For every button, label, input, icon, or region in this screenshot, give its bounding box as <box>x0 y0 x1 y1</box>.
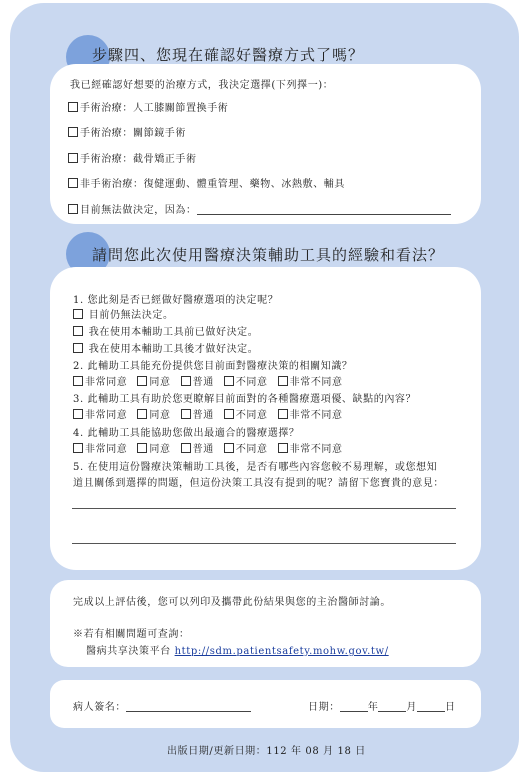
survey-q1: 1. 您此刻是否已經做好醫療選項的決定呢？ <box>73 295 279 306</box>
checkbox[interactable] <box>181 376 191 386</box>
option-label: 手術治療：截骨矯正手術 <box>80 154 197 165</box>
scale-label: 不同意 <box>235 377 268 388</box>
option-label: 非手術治療：復健運動、體重管理、藥物、冰熱敷、輔具 <box>80 179 345 190</box>
scale-option[interactable] <box>137 410 170 421</box>
date-row <box>308 698 456 713</box>
scale-option[interactable] <box>137 444 170 455</box>
step4-option-1[interactable] <box>68 99 228 114</box>
scale-option[interactable] <box>137 377 170 388</box>
checkbox[interactable] <box>137 409 147 419</box>
checkbox[interactable] <box>224 409 234 419</box>
step4-option-5[interactable] <box>68 201 451 216</box>
survey-q4: 4. 此輔助工具能協助您做出最適合的醫療選擇？ <box>73 428 300 439</box>
scale-option[interactable] <box>181 444 214 455</box>
scale-option[interactable] <box>73 444 127 455</box>
option-label: 我在使用本輔助工具前已做好決定。 <box>88 327 259 338</box>
scale-option[interactable] <box>278 444 343 455</box>
scale-label: 非常不同意 <box>289 377 343 388</box>
date-label: 日期： <box>308 702 340 713</box>
q1-option-3[interactable] <box>73 340 258 355</box>
scale-option[interactable] <box>181 377 214 388</box>
month-label: 月 <box>406 702 418 713</box>
q1-option-1[interactable] <box>73 306 174 321</box>
survey-q2: 2. 此輔助工具能充份提供您目前面對醫療決策的相關知識？ <box>73 361 353 372</box>
scale-option[interactable] <box>73 377 127 388</box>
q1-option-2[interactable] <box>73 323 258 338</box>
q3-scale <box>73 406 353 421</box>
checkbox[interactable] <box>68 153 78 163</box>
survey-q5-line2: 道且關係到選擇的問題，但這份決策工具沒有提到的呢？請留下您寶貴的意見： <box>73 478 444 489</box>
scale-label: 同意 <box>149 410 171 421</box>
scale-label: 非常同意 <box>85 377 128 388</box>
scale-label: 同意 <box>149 377 171 388</box>
scale-label: 普通 <box>192 444 214 455</box>
checkbox[interactable] <box>224 376 234 386</box>
notice-line3 <box>86 642 389 657</box>
checkbox[interactable] <box>68 127 78 137</box>
scale-option[interactable] <box>278 377 343 388</box>
patient-signature-blank[interactable] <box>126 702 251 712</box>
survey-q3: 3. 此輔助工具有助於您更瞭解目前面對的各種醫療選項優、缺點的內容？ <box>73 394 417 405</box>
notice-line2: ※若有相關問題可查詢： <box>73 629 190 640</box>
scale-label: 普通 <box>192 410 214 421</box>
scale-label: 非常同意 <box>85 410 128 421</box>
scale-label: 非常同意 <box>85 444 128 455</box>
scale-label: 普通 <box>192 377 214 388</box>
day-label: 日 <box>445 702 456 713</box>
checkbox[interactable] <box>73 376 83 386</box>
step4-option-3[interactable] <box>68 150 197 165</box>
checkbox[interactable] <box>278 376 288 386</box>
option-label: 目前無法做決定，因為： <box>80 205 197 216</box>
year-label: 年 <box>367 702 379 713</box>
checkbox[interactable] <box>73 409 83 419</box>
step4-title: 步驟四、您現在確認好醫療方式了嗎？ <box>92 46 365 64</box>
q4-scale <box>73 440 353 455</box>
checkbox[interactable] <box>137 443 147 453</box>
scale-label: 同意 <box>149 444 171 455</box>
scale-label: 非常不同意 <box>289 410 343 421</box>
checkbox[interactable] <box>224 443 234 453</box>
scale-option[interactable] <box>224 444 268 455</box>
checkbox[interactable] <box>137 376 147 386</box>
comment-line-2[interactable] <box>72 543 456 544</box>
signature-row <box>73 698 251 713</box>
publish-date: 出版日期/更新日期：112 年 08 月 18 日 <box>167 746 366 757</box>
option-label: 手術治療：人工膝關節置換手術 <box>80 103 229 114</box>
day-blank[interactable] <box>417 702 445 712</box>
patient-signature-label: 病人簽名： <box>73 702 126 713</box>
checkbox[interactable] <box>278 409 288 419</box>
survey-title: 請問您此次使用醫療決策輔助工具的經驗和看法？ <box>92 246 445 264</box>
checkbox[interactable] <box>68 178 78 188</box>
checkbox[interactable] <box>181 443 191 453</box>
checkbox[interactable] <box>73 443 83 453</box>
scale-option[interactable] <box>278 410 343 421</box>
platform-label: 醫病共享決策平台 <box>86 646 171 657</box>
option-label: 我在使用本輔助工具後才做好決定。 <box>88 344 259 355</box>
q2-scale <box>73 373 353 388</box>
reason-blank[interactable] <box>197 205 451 215</box>
checkbox[interactable] <box>73 309 83 319</box>
option-label: 手術治療：關節鏡手術 <box>80 128 186 139</box>
checkbox[interactable] <box>73 326 83 336</box>
notice-line1: 完成以上評估後，您可以列印及攜帶此份結果與您的主治醫師討論。 <box>73 597 391 608</box>
scale-option[interactable] <box>224 377 268 388</box>
scale-label: 不同意 <box>235 410 268 421</box>
scale-option[interactable] <box>73 410 127 421</box>
step4-option-2[interactable] <box>68 124 186 139</box>
step4-option-4[interactable] <box>68 175 345 190</box>
sdm-link[interactable]: http://sdm.patientsafety.mohw.gov.tw/ <box>174 646 389 657</box>
comment-line-1[interactable] <box>72 508 456 509</box>
scale-option[interactable] <box>181 410 214 421</box>
checkbox[interactable] <box>278 443 288 453</box>
option-label: 目前仍無法決定。 <box>88 310 174 321</box>
year-blank[interactable] <box>340 702 368 712</box>
survey-q5-line1: 5. 在使用這份醫療決策輔助工具後，是否有哪些內容您較不易理解，或您想知 <box>73 462 438 473</box>
checkbox[interactable] <box>73 343 83 353</box>
scale-label: 非常不同意 <box>289 444 343 455</box>
checkbox[interactable] <box>68 204 78 214</box>
scale-option[interactable] <box>224 410 268 421</box>
checkbox[interactable] <box>68 102 78 112</box>
month-blank[interactable] <box>378 702 406 712</box>
checkbox[interactable] <box>181 409 191 419</box>
scale-label: 不同意 <box>235 444 268 455</box>
step4-intro: 我已經確認好想要的治療方式，我決定選擇(下列擇一)： <box>70 80 334 91</box>
